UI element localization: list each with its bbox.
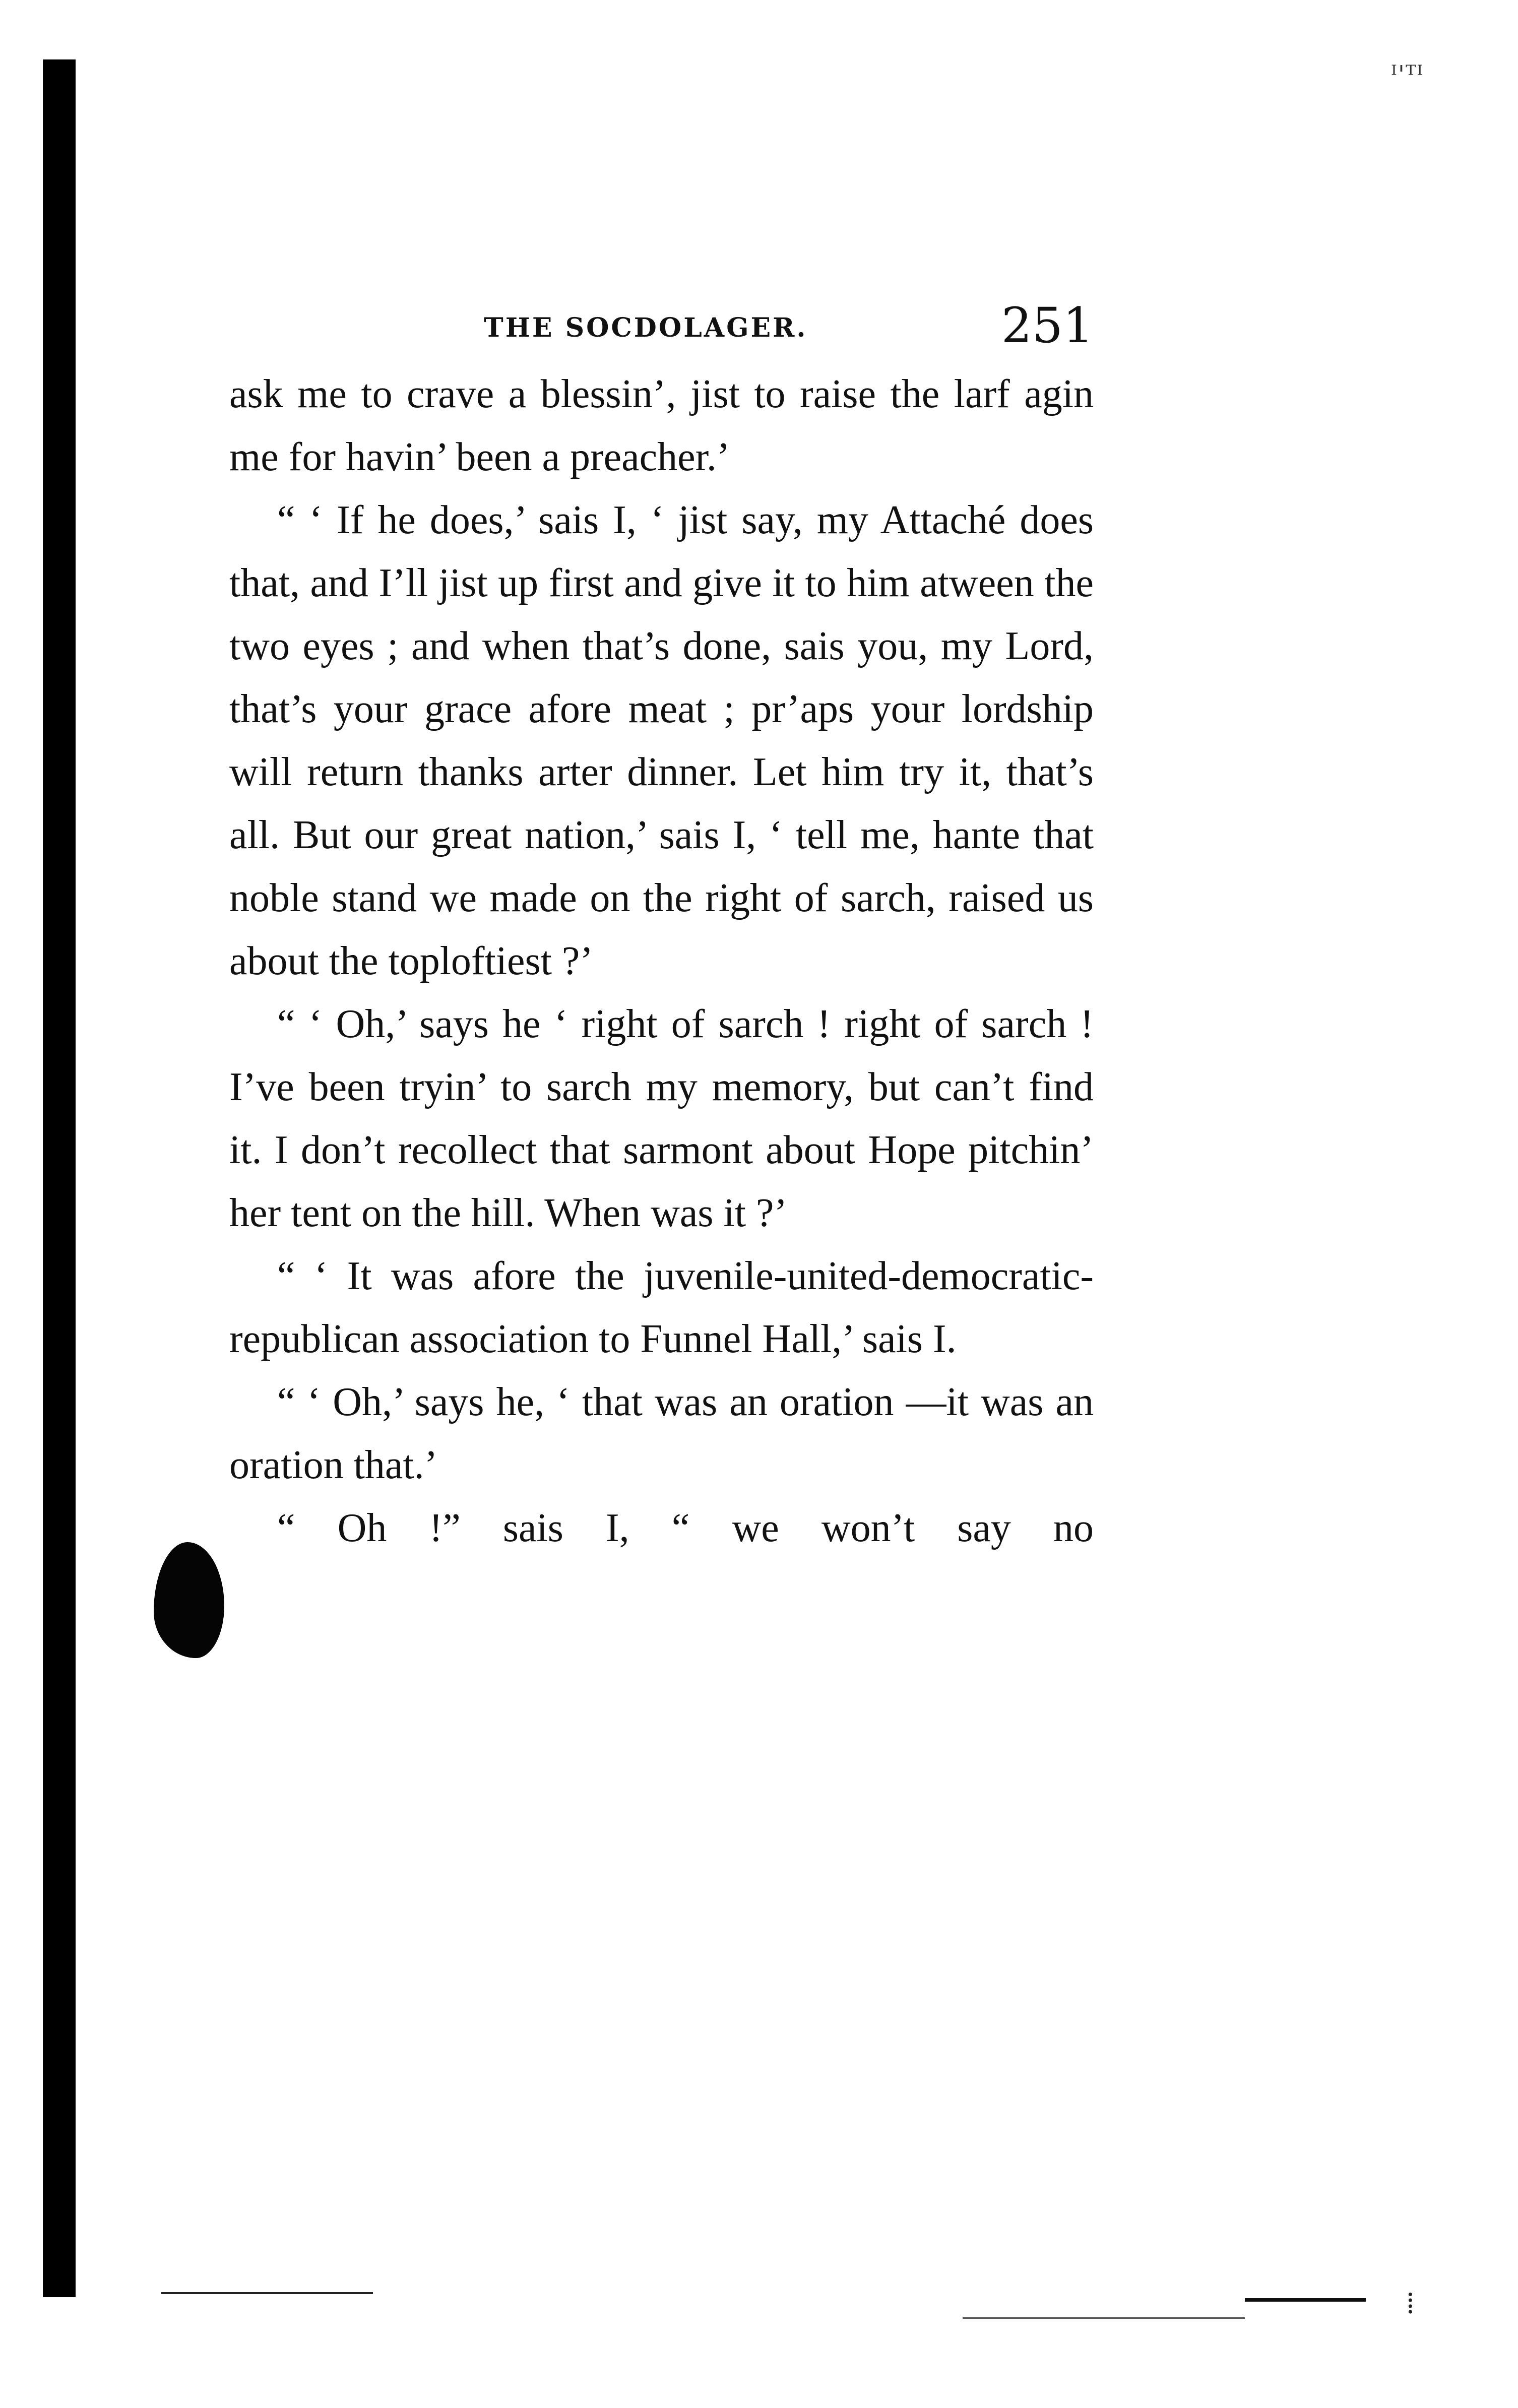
bottom-rule-middle [963, 2317, 1245, 2319]
book-page [229, 297, 1094, 1560]
paragraph-4: “ ‘ It was afore the juvenile-united-democratic-republican association to Funnel Hall,’ sais I. [229, 1254, 1094, 1361]
running-title: THE SOCDOLAGER. [484, 312, 808, 343]
bottom-mark: ⁞ [1406, 2286, 1415, 2321]
running-head [229, 297, 1094, 363]
paragraph-2: “ ‘ If he does,’ sais I, ‘ jist say, my Attaché does that, and I’ll jist up first and give it to him atween the two eyes ; and when that’s done, sais you, my Lord, that’s your grace afore meat ; pr’aps your lordship will return thanks arter dinner. Let him try it, that’s all. But our great nation,’ sais I, ‘ tell me, hante that noble stand we made on the right of sarch, raised us about the toploftiest ?’ [229, 498, 1094, 983]
page-number: 251 [1001, 297, 1094, 354]
book-spine-edge [43, 59, 76, 2297]
paragraph-3: “ ‘ Oh,’ says he ‘ right of sarch ! right of sarch ! I’ve been tryin’ to sarch my memory, but can’t find it. I don’t recollect that sarmont about Hope pitchin’ her tent on the hill. When was it ?’ [229, 1002, 1094, 1235]
bottom-rule-right [1245, 2298, 1366, 2302]
paragraph-6: “ Oh !” sais I, “ we won’t say no [277, 1506, 1094, 1550]
paragraph-5: “ ‘ Oh,’ says he, ‘ that was an oration —it was an oration that.’ [229, 1380, 1094, 1487]
corner-mark: ᴵ'ᵀᴵ [1391, 60, 1424, 89]
body-text [229, 363, 1094, 1560]
ink-blot [154, 1542, 224, 1658]
paragraph-1: ask me to crave a blessin’, jist to raise the larf agin me for havin’ been a preacher.’ [229, 372, 1094, 479]
bottom-rule-left [161, 2292, 373, 2294]
